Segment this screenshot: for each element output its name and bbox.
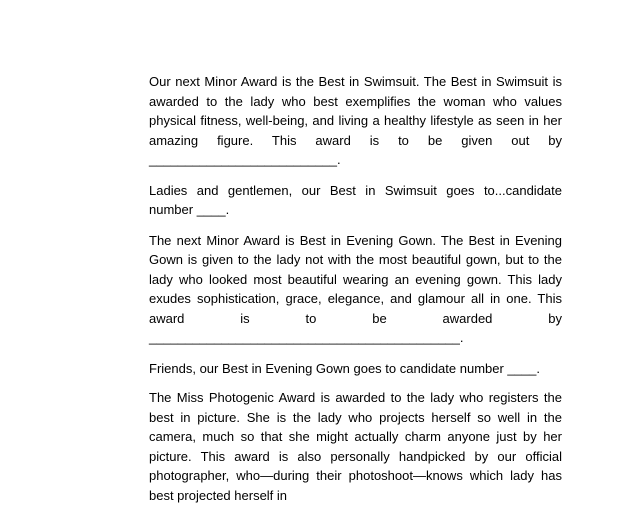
paragraph-best-in-swimsuit-intro: Our next Minor Award is the Best in Swimsuit. The Best in Swimsuit is awarded to the lady who best exemplifies the woman who values physical fitness, well-being, and living a healthy lifestyle as seen in her amazing figure. This award is to be given out by __________________________. — [149, 74, 562, 167]
paragraph-best-in-swimsuit-winner: Ladies and gentlemen, our Best in Swimsuit goes to...candidate number ____. — [149, 182, 562, 217]
paragraph-miss-photogenic-intro: The Miss Photogenic Award is awarded to the lady who registers the best in picture. She is the lady who projects herself so well in the camera, much so that she might actually charm anyone just by her picture. This award is also personally handpicked by our official photographer, who—during their photoshoot—knows which lady has best projected herself in — [149, 390, 562, 503]
paragraph-best-in-evening-gown-intro: The next Minor Award is Best in Evening Gown. The Best in Evening Gown is given to the lady not with the most beautiful gown, but to the lady who looked most beautiful wearing an evening gown. This lady exudes sophistication, grace, elegance, and glamour all in one. This award is to be awarded by ___________________________________________. — [149, 232, 562, 345]
document-body — [149, 72, 562, 516]
paragraph-best-in-evening-gown-winner: Friends, our Best in Evening Gown goes to candidate number ____. — [149, 360, 540, 376]
